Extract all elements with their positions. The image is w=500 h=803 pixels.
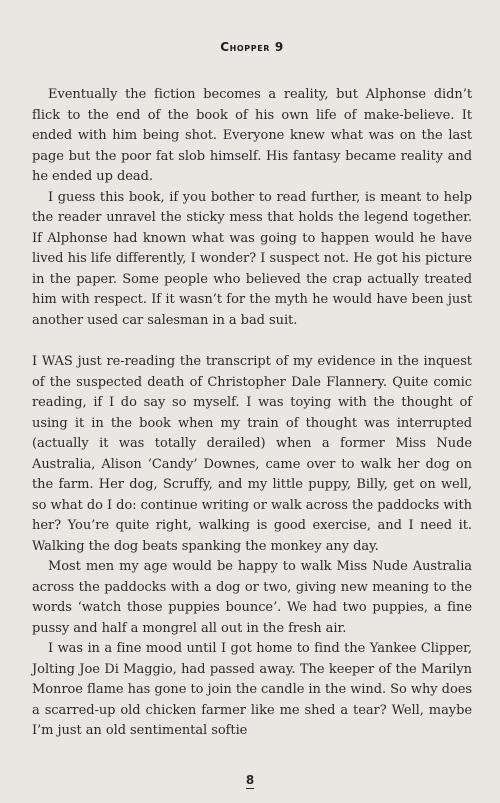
paragraph-5: I was in a fine mood until I got home to find the Yankee Clipper, Jolting Joe Di Maggio, had passed away. The keeper of the Marilyn Monroe flame has gone to join the candle in the wind. So why does a scarred-up old chicken farmer like me shed a tear? Well, maybe I’m just an old sentimental softie: [32, 641, 472, 738]
running-header: Chopper 9: [220, 40, 284, 54]
paragraph-4: Most men my age would be happy to walk Miss Nude Australia across the paddocks with a dog or two, giving new meaning to the words ‘watch those puppies bounce’. We had two puppies, a fine pussy and half a mongrel all out in the fresh air.: [32, 559, 472, 636]
paragraph-2: I guess this book, if you bother to read further, is meant to help the reader unravel the sticky mess that holds the legend together. If Alphonse had known what was going to happen would he have lived his life differently, I wonder? I suspect not. He got his picture in the paper. Some people who believed the crap actually treated him with respect. If it wasn’t for the myth he would have been just another used car salesman in a bad suit.: [32, 189, 472, 328]
page-number-text: 8: [245, 773, 255, 787]
paragraph-1: Eventually the fiction becomes a reality, but Alphonse didn’t flick to the end of the book of his own life of make-believe. It ended with him being shot. Everyone knew what was on the last page but the poor fat slob himself. His fantasy became reality and he ended up dead.: [32, 87, 472, 184]
paragraph-3: I WAS just re-reading the transcript of my evidence in the inquest of the suspected death of Christopher Dale Flannery. Quite comic reading, if I do say so myself. I was toying with the thought of using it in the book when my train of thought was interrupted (actually it was totally derailed) when a former Miss Nude Australia, Alison ‘Candy’ Downes, came over to walk her dog on the farm. Her dog, Scruffy, and my little puppy, Billy, get on well, so what do I do: continue writing or walk across the paddocks with her? You’re quite right, walking is good exercise, and I need it. Walking the dog beats spanking the monkey any day.: [32, 354, 472, 554]
page-number: [0, 773, 500, 789]
section-break: [32, 331, 472, 352]
body-text: [32, 85, 472, 742]
